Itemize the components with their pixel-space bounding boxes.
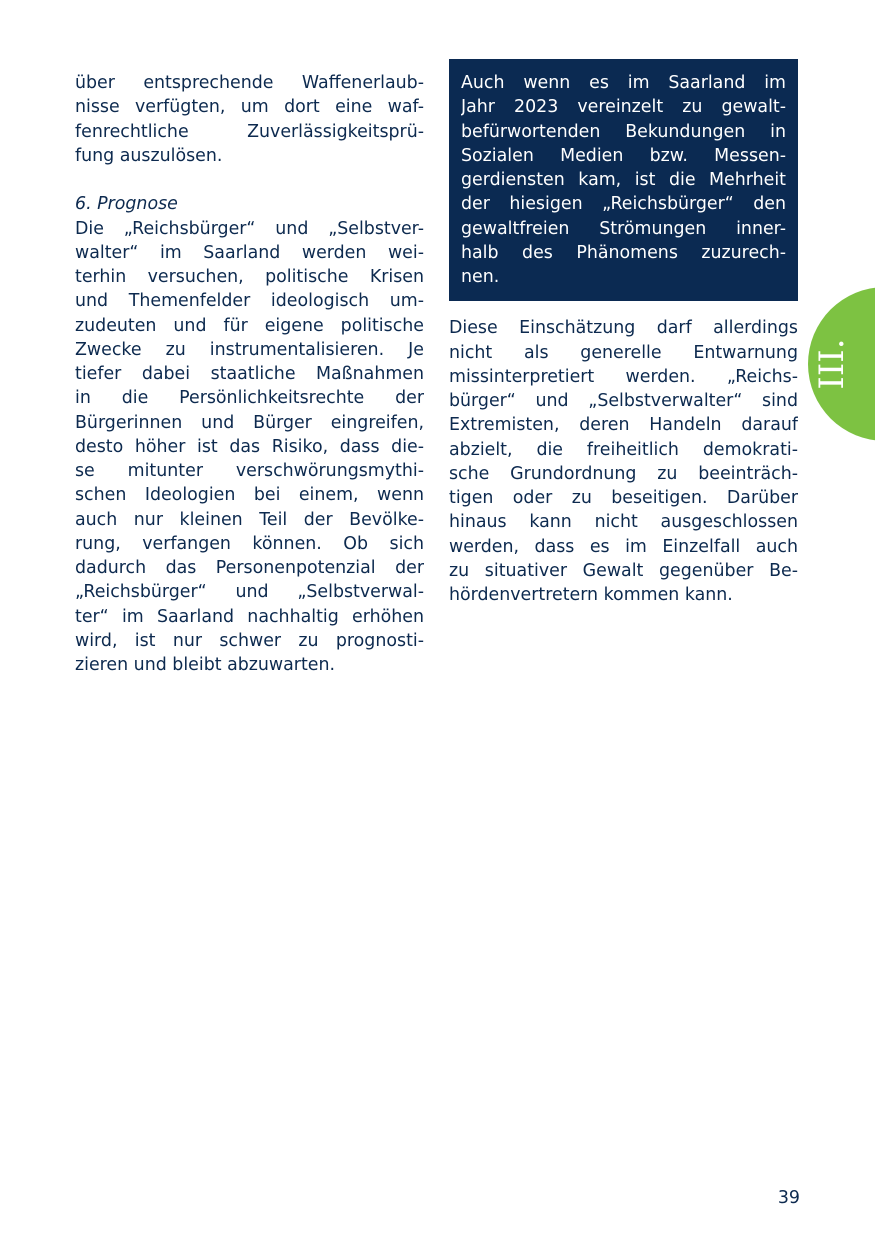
text-line: fenrechtliche Zuverlässigkeitsprü- <box>75 121 424 142</box>
text-line: zieren und bleibt abzuwarten. <box>75 655 336 675</box>
callout-line: Jahr 2023 vereinzelt zu gewalt- <box>461 97 786 118</box>
callout-line: gerdiensten kam, ist die Mehrheit <box>461 170 786 190</box>
callout-line: gewaltfreien Strömungen inner- <box>461 218 786 239</box>
right-column <box>449 59 798 607</box>
text-line: walter“ im Saarland werden wei- <box>75 242 424 263</box>
text-line: auch nur kleinen Teil der Bevölke- <box>75 509 424 530</box>
text-line: Zwecke zu instrumentalisieren. Je <box>75 339 424 360</box>
text-line: wird, ist nur schwer zu prognosti- <box>75 630 424 651</box>
callout-line: befürwortenden Bekundungen in <box>461 121 786 142</box>
text-line: Extremisten, deren Handeln darauf <box>449 415 798 436</box>
text-line: ter“ im Saarland nachhaltig erhöhen <box>75 606 424 627</box>
callout-line: Auch wenn es im Saarland im <box>461 73 786 93</box>
callout-line: Sozialen Medien bzw. Messen- <box>461 145 786 166</box>
text-line: missinterpretiert werden. „Reichs- <box>449 366 798 387</box>
page-number: 39 <box>777 1188 800 1208</box>
callout-line: nen. <box>461 267 500 287</box>
text-line: Bürgerinnen und Bürger eingreifen, <box>75 412 424 433</box>
paragraph-spacer <box>75 168 424 192</box>
chapter-tab-label: III. <box>812 338 852 390</box>
text-line: „Reichsbürger“ und „Selbstverwal- <box>75 582 424 603</box>
text-line: und Themenfelder ideologisch um- <box>75 291 424 312</box>
left-column <box>75 71 424 677</box>
text-line: rung, verfangen können. Ob sich <box>75 533 424 554</box>
text-line: zu situativer Gewalt gegenüber Be- <box>449 560 798 581</box>
text-line: werden, dass es im Einzelfall auch <box>449 536 798 557</box>
section-heading: 6. Prognose <box>75 194 178 215</box>
text-line: se mitunter verschwörungsmythi- <box>75 461 424 481</box>
text-line: terhin versuchen, politische Krisen <box>75 267 424 287</box>
text-line: tigen oder zu beseitigen. Darüber <box>449 488 798 508</box>
text-line: hördenvertretern kommen kann. <box>449 585 733 605</box>
prognosis-paragraph <box>75 217 424 678</box>
assessment-paragraph <box>449 316 798 607</box>
text-line: nisse verfügten, um dort eine waf- <box>75 97 424 118</box>
text-line: hinaus kann nicht ausgeschlossen <box>449 512 798 533</box>
text-line: nicht als generelle Entwarnung <box>449 342 798 363</box>
text-line: über entsprechende Waffenerlaub- <box>75 73 424 93</box>
text-line: zudeuten und für eigene politische <box>75 315 424 336</box>
text-line: abzielt, die freiheitlich demokrati- <box>449 439 798 460</box>
text-line: dadurch das Personenpotenzial der <box>75 558 424 578</box>
text-line: Die „Reichsbürger“ und „Selbstver- <box>75 218 424 239</box>
callout-box <box>449 59 798 301</box>
text-line: tiefer dabei staatliche Maßnahmen <box>75 364 424 384</box>
text-line: Diese Einschätzung darf allerdings <box>449 318 798 339</box>
text-line: in die Persönlichkeitsrechte der <box>75 388 424 409</box>
text-line: sche Grundordnung zu beeinträch- <box>449 463 798 484</box>
text-line: bürger“ und „Selbstverwalter“ sind <box>449 391 798 411</box>
callout-line: halb des Phänomens zuzurech- <box>461 242 786 263</box>
text-line: fung auszulösen. <box>75 145 223 166</box>
text-line: desto höher ist das Risiko, dass die- <box>75 436 424 457</box>
text-line: schen Ideologien bei einem, wenn <box>75 485 424 506</box>
callout-line: der hiesigen „Reichsbürger“ den <box>461 194 786 215</box>
intro-paragraph <box>75 71 424 168</box>
